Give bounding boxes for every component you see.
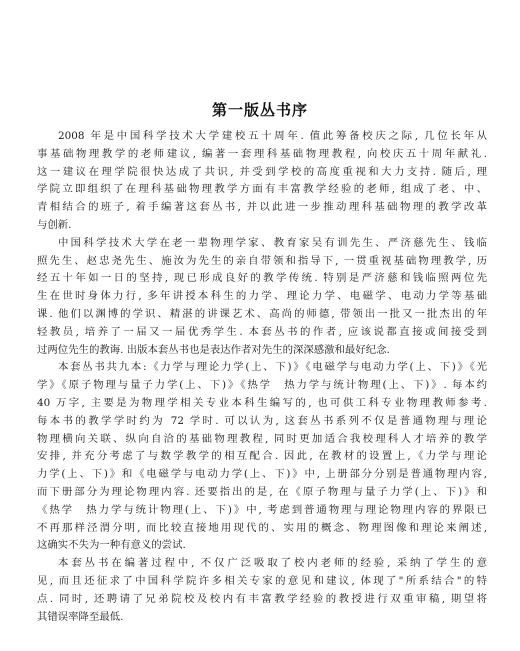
- text-line: 事基础物理教学的老师建议, 编著一套理科基础物理教程, 向校庆五十周年献礼.: [37, 147, 487, 160]
- text-line: 照先生、赵忠尧先生、施汝为先生的亲自带领和指导下, 一贯重视基础物理教学, 历: [37, 254, 487, 267]
- text-line: 点. 同时, 还聘请了兄弟院校及校内有丰富教学经验的教授进行双重审稿, 期望将: [37, 592, 487, 605]
- text-line: 安排, 并充分考虑了与数学教学的相互配合. 因此, 在教材的设置上,《力学与理论: [37, 450, 487, 463]
- text-line: 过两位先生的教诲. 出版本套丛书也是表达作者对先生的深深感激和最好纪念.: [37, 343, 390, 356]
- text-line: 其错误率降至最低.: [37, 610, 124, 623]
- text-line: 与创新.: [37, 218, 72, 231]
- text-line: 本套丛书在编著过程中, 不仅广泛吸取了校内老师的经验, 采纳了学生的意: [58, 557, 487, 570]
- text-line: 而下册部分为理论物理内容. 还要指出的是, 在《原子物理与量子力学(上、下)》和: [37, 485, 487, 498]
- paragraph: [37, 128, 487, 235]
- text-line: 《热学 热力学与统计物理(上、下)》中, 考虑到普通物理与理论物理内容的界限已: [37, 503, 487, 516]
- text-line: 中国科学技术大学在老一辈物理学家、教育家吴有训先生、严济慈先生、钱临: [58, 236, 487, 249]
- page-title: 第一版丛书序: [211, 101, 308, 119]
- text-line: 这确实不失为一种有意义的尝试.: [37, 539, 186, 552]
- text-line: 见, 而且还征求了中国科学院许多相关专家的意见和建议, 体现了"所系结合"的特: [37, 574, 487, 587]
- paragraph: [37, 235, 487, 360]
- text-line: 力学(上、下)》和《电磁学与电动力学(上、下)》中, 上册部分分别是普通物理内容,: [37, 468, 487, 481]
- text-line: 学》《原子物理与量子力学(上、下)》《热学 热力学与统计物理(上、下)》. 每本约: [37, 379, 487, 392]
- paragraph: [37, 555, 487, 626]
- text-line: 2008 年是中国科学技术大学建校五十周年. 值此筹备校庆之际, 几位长年从: [58, 130, 487, 142]
- text-line: 经五十年如一日的坚持, 现已形成良好的教学传统. 特别是严济慈和钱临照两位先: [37, 272, 487, 285]
- text-line: 轻教员, 培养了一届又一届优秀学生. 本套丛书的作者, 应该说都直接或间接受到: [37, 325, 487, 338]
- text-line: 课. 他们以渊博的学识、精湛的讲课艺术、高尚的师德, 带领出一批又一批杰出的年: [37, 307, 487, 320]
- text-line: 生在世时身体力行, 多年讲授本科生的力学、理论力学、电磁学、电动力学等基础: [37, 290, 487, 303]
- text-line: 每本书的教学学时约为 72 学时. 可以认为, 这套丛书系列不仅是普通物理与理论: [37, 414, 487, 427]
- text-line: 这一建议在理学院很快达成了共识, 并受到学校的高度重视和大力支持. 随后, 理: [37, 165, 487, 178]
- paragraph: [37, 359, 487, 555]
- text-line: 不再那样泾渭分明, 而比较直接地用现代的、实用的概念、物理图像和理论来阐述,: [37, 521, 487, 534]
- text-line: 学院立即组织了在理科基础物理教学方面有丰富教学经验的老师, 组成了老、中、: [37, 183, 487, 196]
- preface-body: [37, 128, 487, 626]
- text-line: 40 万字, 主要是为物理学相关专业本科生编写的, 也可供工科专业物理教师参考.: [37, 396, 487, 409]
- text-line: 物理横向关联、纵向自洽的基础物理教程, 同时更加适合我校理科人才培养的教学: [37, 432, 487, 445]
- text-line: 本套丛书共九本:《力学与理论力学(上、下)》《电磁学与电动力学(上、下)》《光: [58, 361, 487, 374]
- text-line: 青相结合的班子, 着手编著这套丛书, 并以此进一步推动理科基础物理的教学改革: [37, 201, 487, 214]
